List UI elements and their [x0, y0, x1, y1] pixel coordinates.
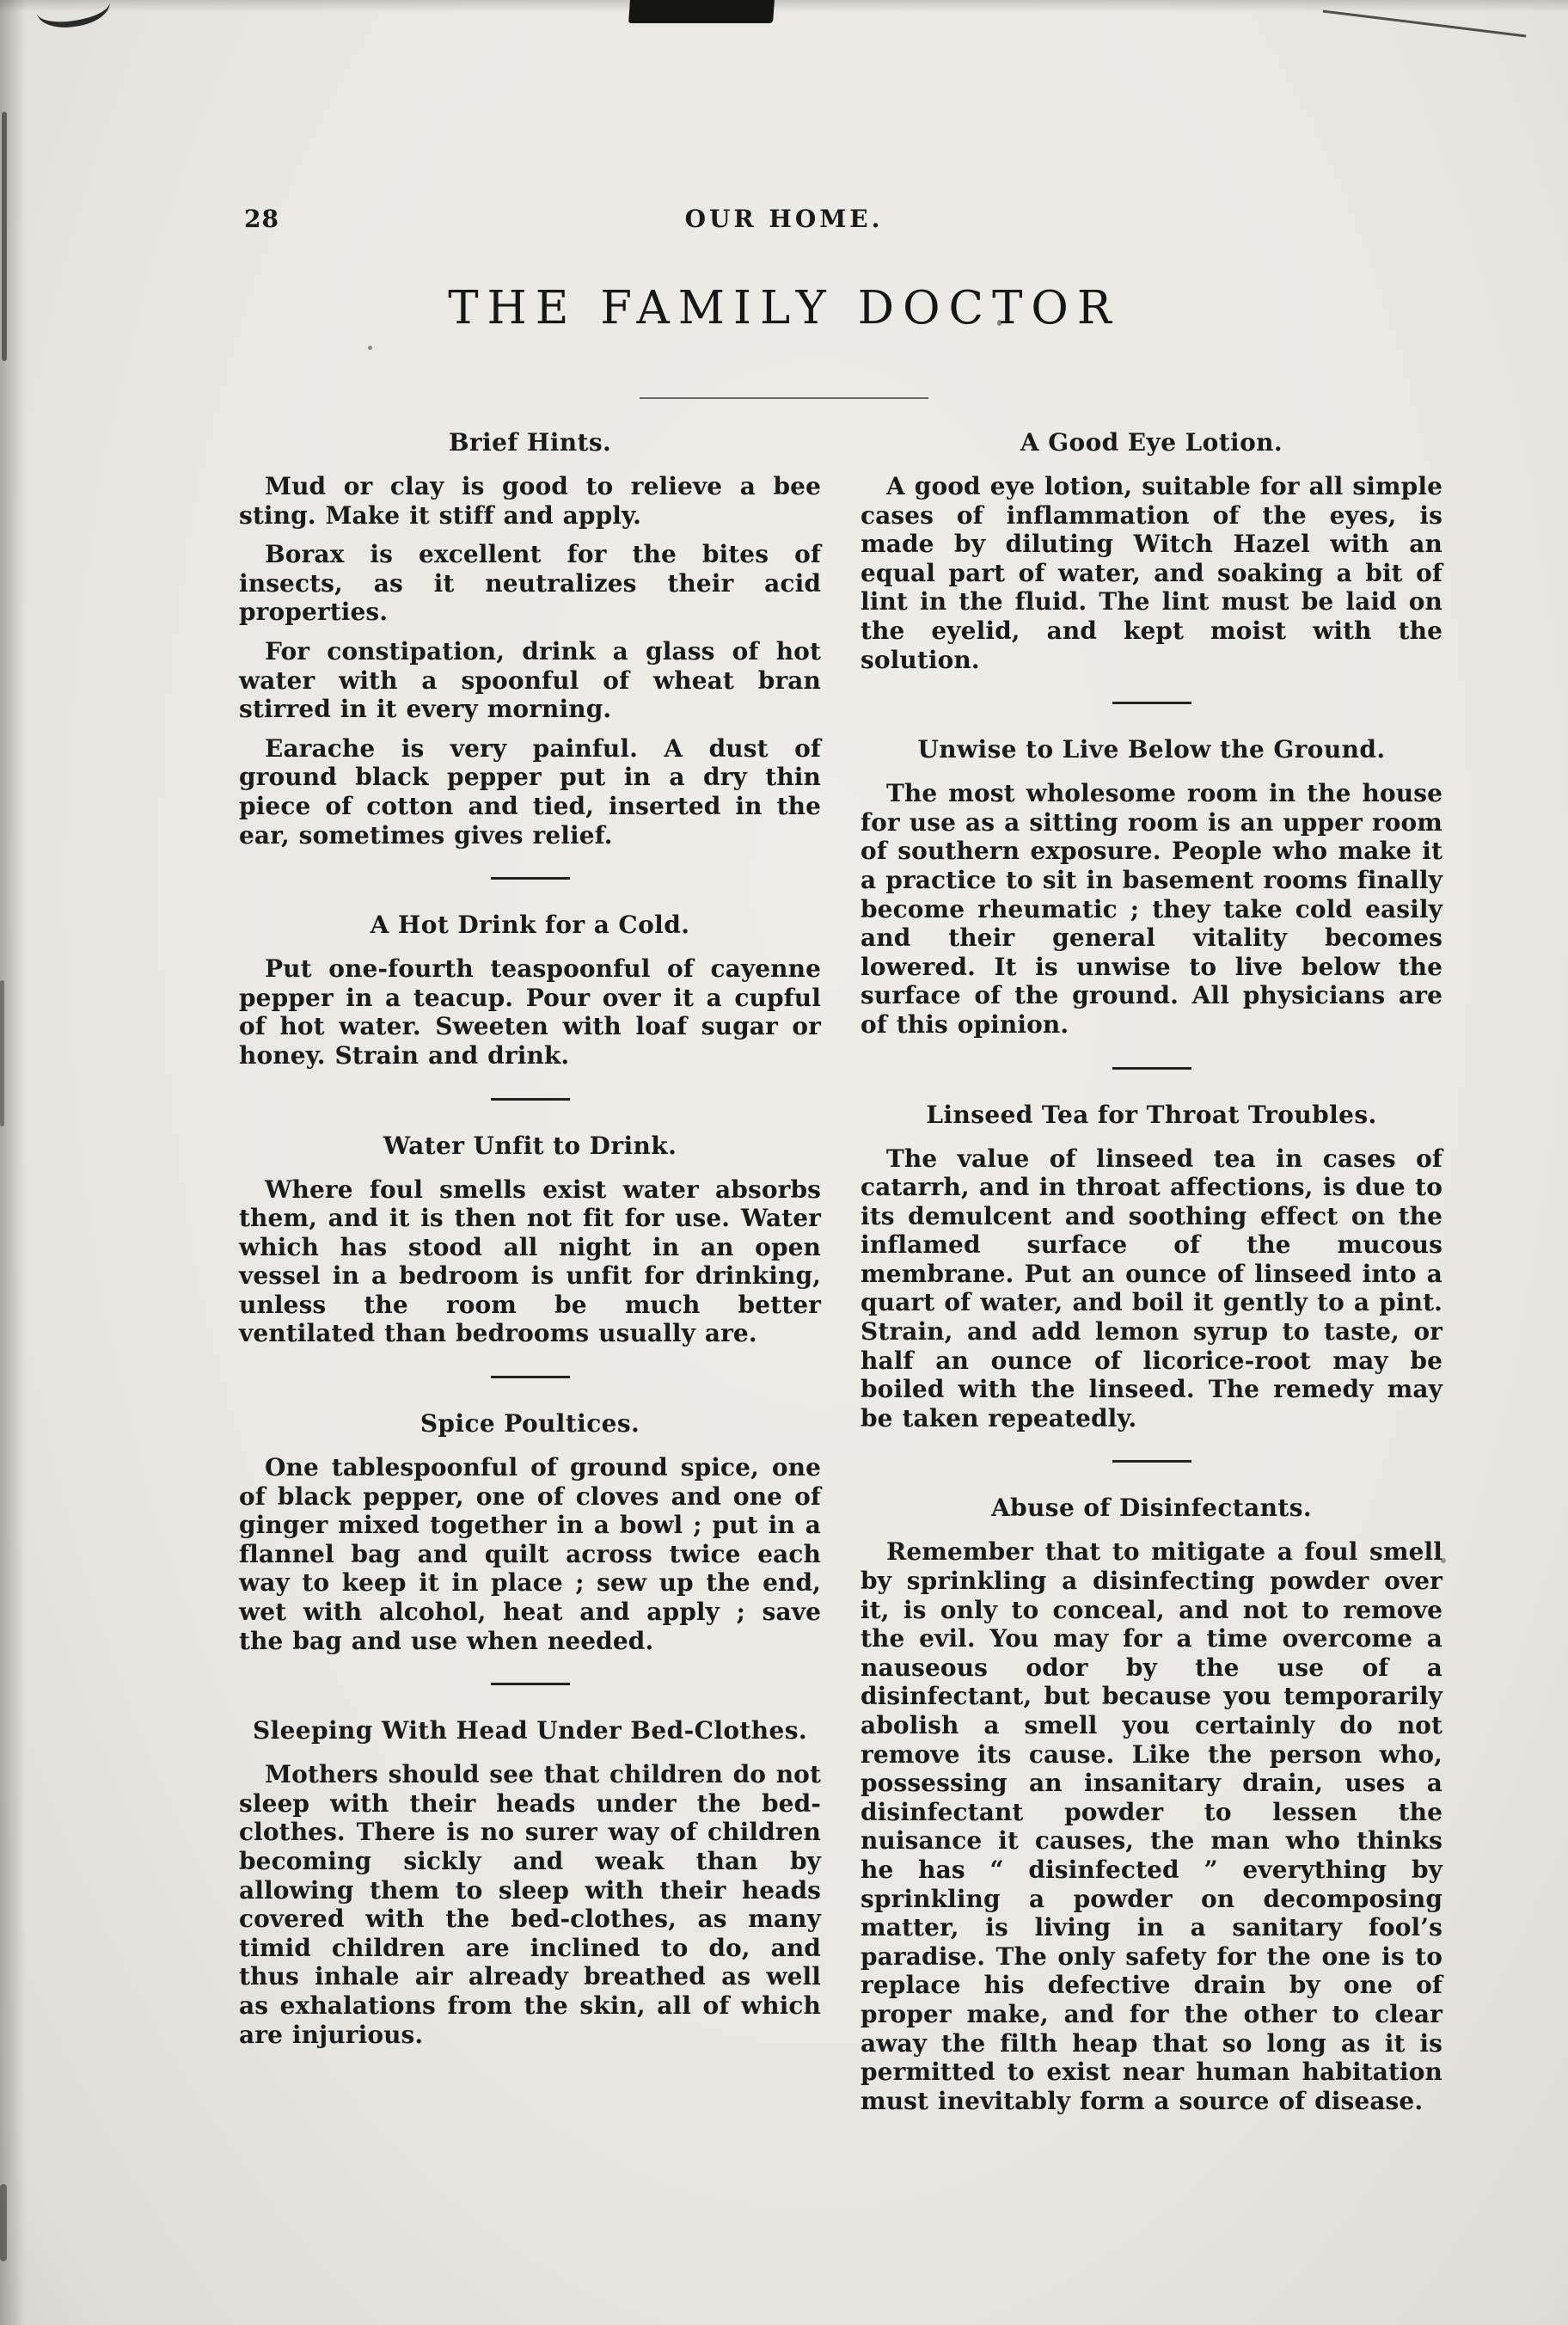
section-heading: A Hot Drink for a Cold. — [370, 911, 690, 940]
page-title: THE FAMILY DOCTOR — [448, 282, 1120, 334]
section-heading: Sleeping With Head Under Bed-Clothes. — [252, 1716, 808, 1745]
scan-artifact-line — [1323, 10, 1527, 38]
scan-artifact-streak — [0, 2184, 7, 2261]
section-heading: Water Unfit to Drink. — [383, 1131, 677, 1160]
paragraph: Mud or clay is good to relieve a bee sting. Make it stiff and apply. — [239, 472, 821, 530]
scan-edge-shadow-top — [0, 0, 1568, 12]
section-water-unfit-to-drink — [239, 1132, 821, 1349]
section-brief-hints — [239, 428, 821, 850]
paragraph: The value of linseed tea in cases of catarrh, and in throat affections, is due to its demulcent and soothing effect on the inflamed surface of the mucous membrane. Put an ounce of linseed into a quart of water, and boil it gently to a pint. Strain, and add lemon syrup to taste, or half an ounce of licorice-root may be boiled with the linseed. The remedy may be taken repeatedly. — [861, 1144, 1442, 1432]
running-title: OUR HOME. — [684, 205, 884, 233]
paragraph: The most wholesome room in the house for use as a sitting room is an upper room of southern exposure. People who make it a practice to sit in basement rooms finally become rheumatic ; they take cold easily and their general vitality becomes lowered. It is unwise to live below the surface of the ground. All physicians are of this opinion. — [861, 779, 1442, 1039]
paragraph: One tablespoonful of ground spice, one of black pepper, one of cloves and one of ginger mixed together in a bowl ; put in a flannel bag and quilt across twice each way to keep it in place ; sew up the end, wet with alcohol, heat and apply ; save the bag and use when needed. — [239, 1453, 821, 1655]
paragraph: For constipation, drink a glass of hot water with a spoonful of wheat bran stirred in it every morning. — [239, 636, 821, 724]
section-divider — [1112, 1067, 1191, 1070]
paragraph: Borax is excellent for the bites of insects, as it neutralizes their acid properties. — [239, 540, 821, 627]
section-good-eye-lotion — [861, 428, 1442, 674]
scan-speck — [368, 346, 372, 350]
section-hot-drink-for-a-cold — [239, 911, 821, 1070]
paragraph: Earache is very painful. A dust of ground black pepper put in a dry thin piece of cotton and tied, inserted in the ear, sometimes gives relief. — [239, 733, 821, 850]
paragraph: Mothers should see that children do not sleep with their heads under the bed-clothes. There is no surer way of children becoming sickly and weak than by allowing them to sleep with their heads covered with the bed-clothes, as many timid children are inclined to do, and thus inhale air already breathed as well as exhalations from the skin, all of which are injurious. — [239, 1760, 821, 2049]
section-heading: Abuse of Disinfectants. — [990, 1494, 1313, 1523]
paragraph: A good eye lotion, suitable for all simple cases of inflammation of the eyes, is made by diluting Witch Hazel with an equal part of water, and soaking a bit of lint in the fluid. The lint must be laid on the eyelid, and kept moist with the solution. — [861, 472, 1442, 674]
paragraph: Where foul smells exist water absorbs them, and it is then not fit for use. Water which has stood all night in an open vessel in a bedroom is unfit for drinking, unless the room be much better ventilated than bedrooms usually are. — [239, 1175, 821, 1348]
running-header — [0, 205, 1568, 239]
section-heading: A Good Eye Lotion. — [1020, 428, 1283, 457]
section-divider — [491, 1683, 570, 1685]
content-columns — [239, 428, 1442, 2126]
scan-artifact-bar — [628, 0, 775, 23]
page-number: 28 — [244, 205, 279, 233]
scan-artifact-streak — [0, 980, 4, 1126]
section-sleeping-head-under-bedclothes — [239, 1716, 821, 2049]
section-divider — [1112, 1460, 1191, 1463]
section-divider — [491, 877, 570, 880]
scan-artifact-squiggle — [34, 0, 113, 32]
section-divider — [491, 1376, 570, 1378]
right-column — [861, 428, 1442, 2126]
section-heading: Linseed Tea for Throat Troubles. — [926, 1100, 1377, 1129]
section-abuse-of-disinfectants — [861, 1494, 1442, 2115]
section-linseed-tea-throat-troubles — [861, 1101, 1442, 1433]
section-divider — [1112, 702, 1191, 704]
paragraph: Put one-fourth teaspoonful of cayenne pepper in a teacup. Pour over it a cupful of hot water. Sweeten with loaf sugar or honey. Strain and drink. — [239, 954, 821, 1070]
left-column — [239, 428, 821, 2059]
section-divider — [491, 1098, 570, 1101]
section-heading: Spice Poultices. — [420, 1409, 640, 1439]
section-unwise-to-live-below-ground — [861, 735, 1442, 1039]
section-heading: Unwise to Live Below the Ground. — [917, 735, 1386, 764]
title-rule — [640, 397, 928, 399]
paragraph: Remember that to mitigate a foul smell by sprinkling a disinfecting powder over it, is only to conceal, and not to remove the evil. You may for a time overcome a nauseous odor by the use of a disinfectant, but because you temporarily abolish a smell you certainly do not remove its cause. Like the person who, possessing an insanitary drain, uses a disinfectant powder to lessen the nuisance it causes, the man who thinks he has “ disinfected ” everything by sprinkling a powder on decomposing matter, is living in a sanitary fool’s paradise. The only safety for the one is to replace his defective drain by one of proper make, and for the other to clear away the filth heap that so long as it is permitted to exist near human habitation must inevitably form a source of disease. — [861, 1537, 1442, 2115]
section-heading: Brief Hints. — [448, 428, 612, 457]
section-spice-poultices — [239, 1409, 821, 1655]
